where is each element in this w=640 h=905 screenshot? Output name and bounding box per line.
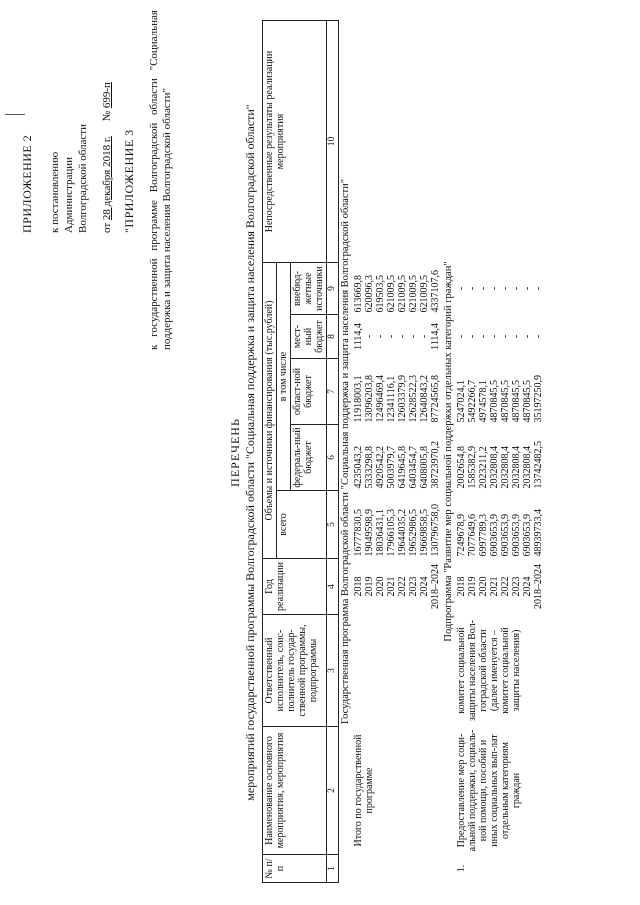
value-cell: 4337107,6 (430, 270, 441, 313)
year-cell: 2020 (375, 576, 386, 597)
col-number: 8 (327, 315, 339, 359)
value-cell: 621009,5 (386, 275, 397, 313)
value-cell: 12341116,1 (386, 375, 397, 423)
value-cell: 6903653,9 (511, 514, 522, 557)
year-cell: 2022 (500, 576, 511, 597)
value-cell: 87724565,8 (430, 375, 441, 423)
value-cell: - (375, 334, 386, 339)
value-cell: - (522, 334, 533, 339)
value-cell: 6408005,8 (419, 446, 430, 489)
title-line-1: ПЕРЕЧЕНЬ (228, 418, 242, 487)
value-cell: 4235043,2 (353, 446, 364, 489)
row1-total (455, 491, 545, 559)
header-num: № п/п (263, 855, 327, 883)
value-cell: 12640843,2 (419, 375, 430, 423)
year-cell: 2024 (522, 576, 533, 597)
value-cell: - (500, 334, 511, 339)
total-years (352, 559, 442, 615)
value-cell: 17966105,3 (386, 509, 397, 557)
header-result: Непосредственные результаты реализации мероприятия (263, 21, 327, 263)
value-cell: - (533, 334, 544, 339)
value-cell: 2032808,4 (511, 446, 522, 489)
appendix-2-title: ПРИЛОЖЕНИЕ 2 (20, 134, 34, 233)
value-cell: 13096203,8 (364, 375, 375, 423)
year-cell: 2018 (456, 576, 467, 597)
section-program-row (339, 21, 353, 883)
row1-result (455, 21, 545, 263)
header-finance: Объемы и источники финансирования (тыс.рублей) (263, 263, 277, 559)
value-cell: 2023211,2 (478, 446, 489, 489)
col-number: 3 (327, 615, 339, 727)
col-number: 7 (327, 359, 339, 425)
value-cell: 38723970,2 (430, 441, 441, 489)
total-result (352, 21, 442, 263)
value-cell: 11918003,1 (353, 375, 364, 423)
year-cell: 2018–2024 (430, 564, 441, 609)
value-cell: 2032808,4 (500, 446, 511, 489)
value-cell: 4974578,1 (478, 380, 489, 423)
column-number-row (327, 21, 339, 883)
header-total: всего (277, 491, 327, 559)
row1-local (455, 315, 545, 359)
value-cell: - (467, 286, 478, 291)
program-reference: к государственной программе Волгоградской области "Социальная поддержка и защита населения Волгоградской области" (148, 10, 173, 350)
total-federal (352, 425, 442, 491)
value-cell: 35197250,9 (533, 375, 544, 423)
year-cell: 2018–2024 (533, 564, 544, 609)
value-cell: 5492266,7 (467, 380, 478, 423)
row1-num: 1. (456, 864, 467, 873)
value-cell: - (478, 286, 489, 291)
value-cell: 621009,5 (397, 275, 408, 313)
value-cell: - (489, 286, 500, 291)
total-regional (352, 359, 442, 425)
value-cell: - (397, 334, 408, 339)
value-cell: 19049598,9 (364, 509, 375, 557)
row1-name: Предоставление мер соци-альной поддержки, социаль-ной помощи, пособий и иных социальных вып-лат отдельным категориям граждан (456, 729, 522, 852)
value-cell: 48939733,4 (533, 509, 544, 557)
total-row (352, 21, 442, 883)
row-1 (455, 21, 545, 883)
decree-line-3: Волгоградской области (77, 124, 89, 233)
value-cell: - (456, 286, 467, 291)
value-cell: 1114,4 (430, 323, 441, 350)
value-cell: 621009,5 (419, 275, 430, 313)
value-cell: 4870845,5 (500, 380, 511, 423)
value-cell: 16777830,5 (353, 509, 364, 557)
year-cell: 2021 (489, 576, 500, 597)
row1-regional (455, 359, 545, 425)
total-total (352, 491, 442, 559)
appendix-header (20, 13, 146, 233)
value-cell: - (419, 334, 430, 339)
value-cell: 7077649,6 (467, 514, 478, 557)
value-cell: 613669,8 (353, 275, 364, 313)
value-cell: 18036431,1 (375, 509, 386, 557)
value-cell: 2032808,4 (522, 446, 533, 489)
document-title (228, 20, 257, 885)
col-number: 5 (327, 491, 339, 559)
value-cell: 6903653,9 (500, 514, 511, 557)
decree-date (100, 13, 114, 233)
value-cell: 6419645,8 (397, 446, 408, 489)
appendix-3-title: "ПРИЛОЖЕНИЕ 3 (122, 129, 136, 233)
header-executor: Ответственный исполнитель, соис-полнитель государ-ственной программы, подпрограммы (263, 615, 327, 727)
value-cell: - (467, 334, 478, 339)
value-cell: 12603379,9 (397, 375, 408, 423)
col-number: 10 (327, 21, 339, 263)
header-regional: област-ной бюджет (291, 359, 327, 425)
decree-line-2: Администрации (63, 156, 75, 233)
value-cell: - (511, 334, 522, 339)
value-cell: - (489, 334, 500, 339)
value-cell: - (500, 286, 511, 291)
header-local: мест-ный бюджет (291, 315, 327, 359)
section-subprogram-row (442, 21, 455, 883)
value-cell: 19652986,5 (408, 509, 419, 557)
total-executor (352, 615, 442, 727)
header-row-1 (263, 21, 277, 883)
header-extra: внебюд-жетные источники (291, 263, 327, 315)
value-cell: - (533, 286, 544, 291)
col-number: 2 (327, 727, 339, 855)
row1-extra (455, 263, 545, 315)
value-cell: 621009,5 (408, 275, 419, 313)
header-including: в том числе (277, 263, 291, 491)
section-subprogram-title: Подпрограмма "Развитие мер социальной поддержки отдельных категорий граждан" (443, 261, 454, 642)
value-cell: 7249678,9 (456, 514, 467, 557)
col-number: 9 (327, 263, 339, 315)
value-cell: 1585382,9 (467, 446, 478, 489)
measures-table (262, 20, 545, 883)
number-value: 699-п (101, 82, 113, 109)
value-cell: 130796758,0 (430, 504, 441, 557)
value-cell: 620096,3 (364, 275, 375, 313)
total-num (352, 855, 442, 883)
value-cell: 4920542,2 (375, 446, 386, 489)
value-cell: 5333298,8 (364, 446, 375, 489)
value-cell: 12496469,4 (375, 375, 386, 423)
value-cell: 2032808,4 (489, 446, 500, 489)
year-cell: 2018 (353, 576, 364, 597)
col-number: 1 (327, 855, 339, 883)
value-cell: - (408, 334, 419, 339)
year-cell: 2019 (364, 576, 375, 597)
col-number: 4 (327, 559, 339, 615)
value-cell: - (478, 334, 489, 339)
decree-line-1: к постановлению (49, 151, 61, 233)
year-cell: 2022 (397, 576, 408, 597)
header-federal: федераль-ный бюджет (291, 425, 327, 491)
value-cell: 5247024,1 (456, 380, 467, 423)
value-cell: 12628522,3 (408, 375, 419, 423)
total-extra (352, 263, 442, 315)
total-local (352, 315, 442, 359)
value-cell: 4870845,5 (489, 380, 500, 423)
value-cell: 13742482,5 (533, 441, 544, 489)
value-cell: 1114,4 (353, 323, 364, 350)
value-cell: - (364, 334, 375, 339)
value-cell: 4870845,5 (522, 380, 533, 423)
value-cell: 2002654,8 (456, 446, 467, 489)
value-cell: - (456, 334, 467, 339)
row1-federal (455, 425, 545, 491)
total-name: Итого по государственной программе (353, 734, 375, 847)
value-cell: - (511, 286, 522, 291)
row1-executor: комитет социальной защиты населения Вол-гоградской области (далее именуется – комитет социальной защиты населения) (456, 620, 522, 721)
value-cell: 6903653,9 (489, 514, 500, 557)
value-cell: 5003979,7 (386, 446, 397, 489)
year-cell: 2019 (467, 576, 478, 597)
date-prefix: от (101, 222, 113, 233)
value-cell: 19644035,2 (397, 509, 408, 557)
value-cell: 19669858,5 (419, 509, 430, 557)
year-cell: 2023 (408, 576, 419, 597)
year-cell: 2024 (419, 576, 430, 597)
value-cell: - (522, 286, 533, 291)
year-cell: 2021 (386, 576, 397, 597)
value-cell: 6903653,9 (522, 514, 533, 557)
header-name: Наименование основного мероприятия, мероприятия (263, 727, 327, 855)
header-year: Год реализации (263, 559, 327, 615)
value-cell: 6997789,3 (478, 514, 489, 557)
number-prefix: № (101, 110, 113, 122)
value-cell: 4870845,5 (511, 380, 522, 423)
row1-years (455, 559, 545, 615)
year-cell: 2023 (511, 576, 522, 597)
title-line-2: мероприятий государственной программы Волгоградской области "Социальная поддержка и защита населения Волгоградской области" (243, 104, 257, 801)
section-program-title: Государственная программа Волгоградской области "Социальная поддержка и защита населения Волгоградской области" (340, 179, 351, 725)
date-value: 28 декабря 2018 г. (101, 136, 113, 221)
col-number: 6 (327, 425, 339, 491)
value-cell: - (386, 334, 397, 339)
year-cell: 2020 (478, 576, 489, 597)
value-cell: 619503,5 (375, 275, 386, 313)
value-cell: 6403454,7 (408, 446, 419, 489)
